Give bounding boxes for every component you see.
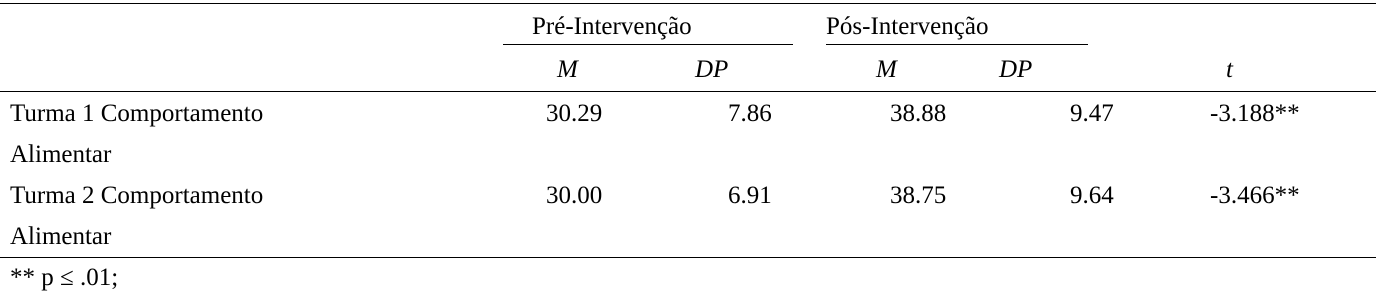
col-header-pre-m: M (557, 56, 578, 83)
row-label: Turma 1 Comportamento (10, 100, 264, 127)
group-header-pre: Pré-Intervenção (532, 13, 692, 40)
row-label-continued: Alimentar (10, 141, 112, 168)
group-header-pre-underline (503, 44, 793, 45)
cell-pre-dp: 7.86 (728, 100, 772, 127)
table-bottom-rule (0, 257, 1376, 258)
cell-pre-m: 30.00 (546, 182, 603, 209)
table-top-rule (0, 3, 1376, 4)
col-header-t: t (1226, 56, 1233, 83)
col-header-post-m: M (876, 56, 897, 83)
cell-post-m: 38.75 (890, 182, 947, 209)
col-header-pre-dp: DP (695, 56, 729, 83)
cell-post-dp: 9.47 (1070, 100, 1114, 127)
row-label-continued: Alimentar (10, 223, 112, 250)
row-label: Turma 2 Comportamento (10, 182, 264, 209)
table-footnote: ** p ≤ .01; (10, 264, 119, 291)
group-header-post-underline (826, 44, 1088, 45)
cell-t: -3.466** (1210, 182, 1300, 209)
cell-pre-dp: 6.91 (728, 182, 772, 209)
cell-post-m: 38.88 (890, 100, 947, 127)
cell-post-dp: 9.64 (1070, 182, 1114, 209)
cell-pre-m: 30.29 (546, 100, 603, 127)
col-header-post-dp: DP (999, 56, 1033, 83)
cell-t: -3.188** (1210, 100, 1300, 127)
group-header-post: Pós-Intervenção (826, 13, 989, 40)
header-bottom-rule (0, 91, 1376, 92)
